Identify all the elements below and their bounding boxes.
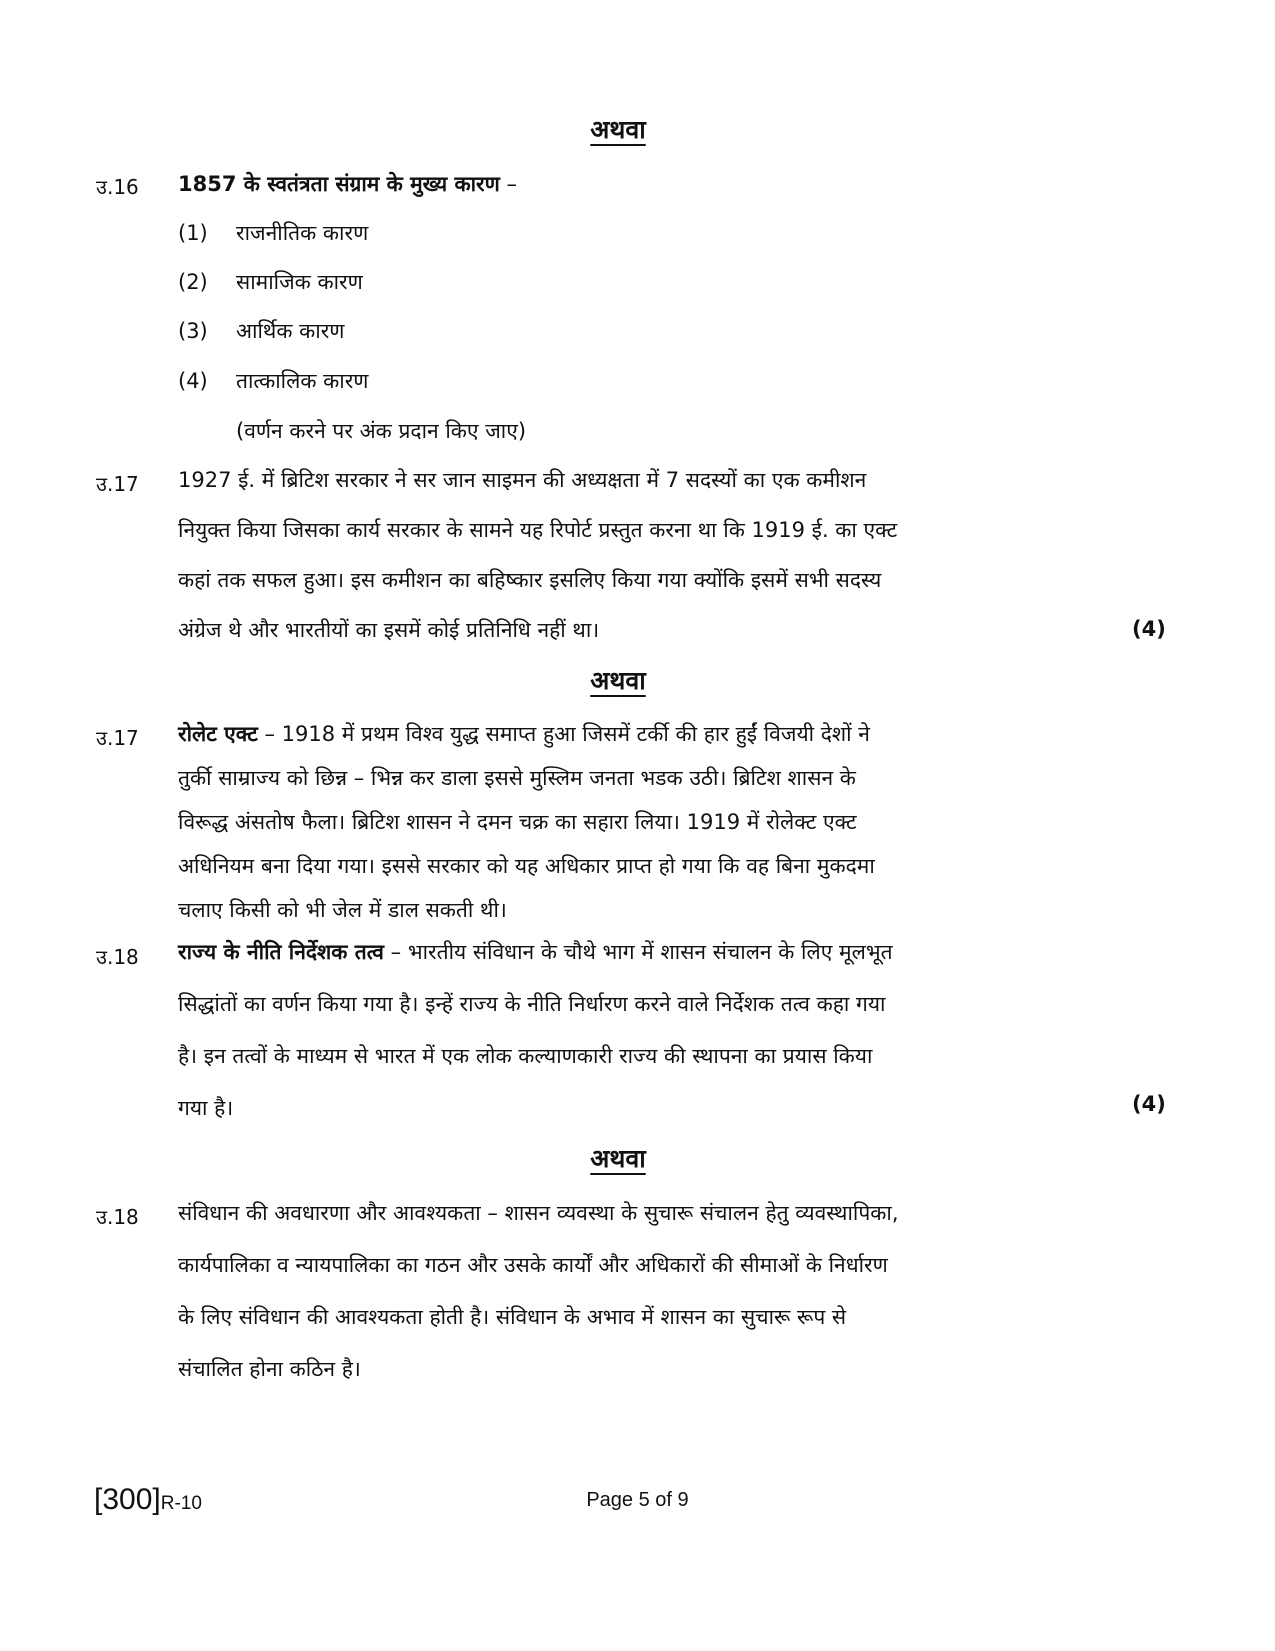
answer-paragraph: [178, 1199, 1044, 1407]
marking-note: (वर्णन करने पर अंक प्रदान किए जाए): [236, 419, 527, 443]
text-line: संचालित होना कठिन है।: [178, 1357, 361, 1381]
list-item: [178, 219, 368, 247]
list-item: [178, 268, 363, 296]
answer-paragraph: [178, 938, 1044, 1146]
question-number: उ.17: [96, 472, 139, 496]
text-line: के लिए संविधान की आवश्यकता होती है। संविधान के अभाव में शासन का सुचारू रूप से: [178, 1305, 847, 1329]
text-line: [178, 938, 1044, 990]
question-title: [178, 170, 1044, 198]
bold-lead: राज्य के नीति निर्देशक तत्व: [178, 940, 384, 964]
list-item-number: (1): [178, 221, 208, 245]
list-item: [178, 367, 368, 395]
text-line: चलाए किसी को भी जेल में डाल सकती थी।: [178, 898, 507, 922]
list-item-text: तात्कालिक कारण: [236, 369, 369, 393]
text-line: संविधान की अवधारणा और आवश्यकता – शासन व्यवस्था के सुचारू संचालन हेतु व्यवस्थापिका,: [178, 1201, 899, 1225]
text-line: है। इन तत्वों के माध्यम से भारत में एक लोक कल्याणकारी राज्य की स्थापना का प्रयास किया: [178, 1044, 873, 1068]
text-line: विरूद्ध अंसतोष फैला। ब्रिटिश शासन ने दमन चक्र का सहारा लिया। 1919 में रोलेक्ट एक्ट: [178, 810, 857, 834]
text-line: अंग्रेज थे और भारतीयों का इसमें कोई प्रतिनिधि नहीं था।: [178, 618, 600, 642]
text-line: गया है।: [178, 1096, 234, 1120]
bold-lead: रोलेट एक्ट: [178, 722, 258, 746]
text-line: कहां तक सफल हुआ। इस कमीशन का बहिष्कार इसलिए किया गया क्योंकि इसमें सभी सदस्य: [178, 568, 882, 592]
line-rest: – भारतीय संविधान के चौथे भाग में शासन संचालन के लिए मूलभूत: [383, 940, 893, 964]
list-item-number: (2): [178, 270, 208, 294]
dash: –: [499, 172, 517, 196]
question-title-text: 1857 के स्वतंत्रता संग्राम के मुख्य कारण: [178, 172, 500, 196]
text-line: अधिनियम बना दिया गया। इससे सरकार को यह अधिकार प्राप्त हो गया कि वह बिना मुकदमा: [178, 854, 875, 878]
list-item-text: आर्थिक कारण: [236, 319, 345, 343]
text-line: नियुक्त किया जिसका कार्य सरकार के सामने यह रिपोर्ट प्रस्तुत करना था कि 1919 ई. का एक्ट: [178, 518, 898, 542]
text-line: 1927 ई. में ब्रिटिश सरकार ने सर जान साइमन की अध्यक्षता में 7 सदस्यों का एक कमीशन: [178, 468, 867, 492]
text-line: सिद्धांतों का वर्णन किया गया है। इन्हें राज्य के नीति निर्धारण करने वाले निर्देशक तत्व कहा गया: [178, 992, 886, 1016]
heading-athva: अथवा: [590, 1144, 646, 1173]
paper-code-suffix: R-10: [160, 1493, 202, 1514]
question-number: उ.18: [96, 945, 139, 969]
list-item-text: सामाजिक कारण: [236, 270, 363, 294]
marks-label: (4): [1132, 1092, 1166, 1116]
answer-paragraph: [178, 466, 1044, 666]
line-rest: – 1918 में प्रथम विश्व युद्ध समाप्त हुआ जिसमें टर्की की हार हुईं विजयी देशों ने: [257, 722, 870, 746]
answer-paragraph: [178, 720, 1044, 940]
heading-athva: अथवा: [590, 115, 646, 144]
list-item-number: (4): [178, 369, 208, 393]
question-number: उ.17: [96, 726, 139, 750]
list-item-number: (3): [178, 319, 208, 343]
text-line: कार्यपालिका व न्यायपालिका का गठन और उसके कार्यों और अधिकारों की सीमाओं के निर्धारण: [178, 1253, 888, 1277]
question-number: उ.16: [96, 175, 139, 199]
heading-athva: अथवा: [590, 666, 646, 695]
page-number: Page 5 of 9: [586, 1489, 689, 1511]
question-number: उ.18: [96, 1205, 139, 1229]
paper-code-number: [300]: [94, 1483, 161, 1516]
list-item-text: राजनीतिक कारण: [236, 221, 369, 245]
text-line: तुर्की साम्राज्य को छिन्न – भिन्न कर डाला इससे मुस्लिम जनता भडक उठी। ब्रिटिश शासन के: [178, 766, 856, 790]
marks-label: (4): [1132, 617, 1166, 641]
text-line: [178, 720, 1044, 764]
list-item: [178, 317, 344, 345]
